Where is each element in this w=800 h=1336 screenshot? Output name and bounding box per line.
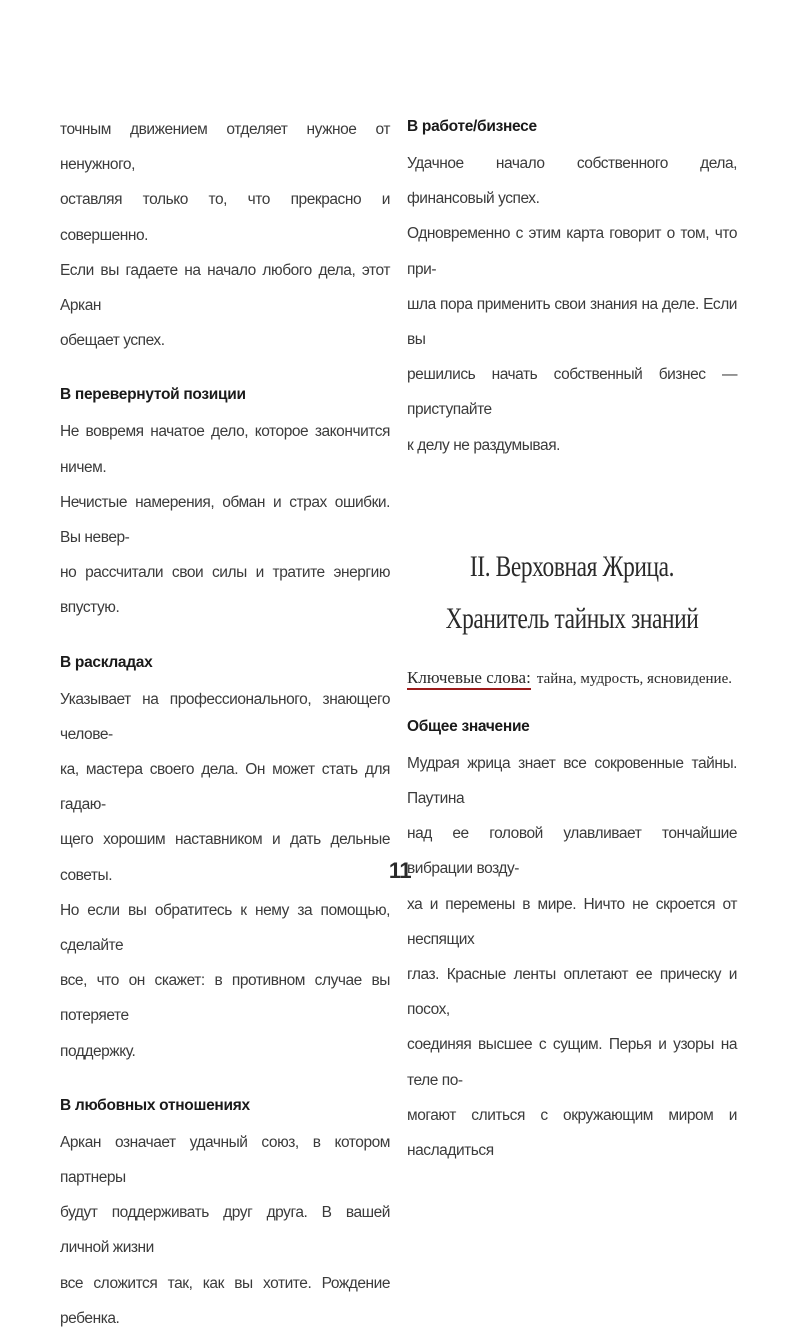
- business-paragraph: [407, 146, 737, 463]
- right-column: [407, 112, 737, 1168]
- text-line: оставляя только то, что прекрасно и совершенно.: [60, 191, 390, 244]
- section-heading-spreads: В раскладах: [60, 653, 153, 671]
- text-line: но рассчитали свои силы и тратите энергию впустую.: [60, 564, 390, 617]
- arcana-subtitle-line: Хранитель тайных знаний: [445, 601, 699, 635]
- text-line: над ее головой улавливает тончайшие вибрации возду-: [407, 825, 737, 878]
- intro-paragraph: [60, 112, 390, 358]
- text-line: Одновременно с этим карта говорит о том, что при-: [407, 225, 737, 278]
- keywords-values: тайна, мудрость, ясновидение.: [536, 670, 732, 687]
- text-line: обещает успех.: [60, 332, 165, 350]
- love-paragraph: [60, 1125, 390, 1336]
- left-column: [60, 112, 390, 1336]
- arcana-title: [407, 541, 737, 645]
- text-line: глаз. Красные ленты оплетают ее прическу и посох,: [407, 966, 737, 1019]
- text-line: щего хорошим наставником и дать дельные советы.: [60, 831, 390, 884]
- text-line: могают слиться с окружающим миром и насладиться: [407, 1106, 737, 1160]
- section-heading-love: В любовных отношениях: [60, 1096, 250, 1114]
- text-line: Удачное начало собственного дела, финансовый успех.: [407, 155, 737, 208]
- section-heading-reversed: В перевернутой позиции: [60, 386, 246, 404]
- text-line: соединяя высшее с сущим. Перья и узоры на теле по-: [407, 1036, 737, 1089]
- text-line: Нечистые намерения, обман и страх ошибки. Вы невер-: [60, 493, 390, 547]
- keywords-line: [407, 663, 737, 694]
- keywords-label: Ключевые слова:: [407, 668, 531, 690]
- text-line: Если вы гадаете на начало любого дела, этот Аркан: [60, 261, 390, 315]
- arcana-title-line: II. Верховная Жрица.: [469, 549, 675, 583]
- text-line: все, что он скажет: в противном случае вы потеряете: [60, 972, 390, 1025]
- text-line: Но если вы обратитесь к нему за помощью, сделайте: [60, 901, 390, 955]
- text-line: шла пора применить свои знания на деле. Если вы: [407, 295, 737, 349]
- section-heading-business: В работе/бизнесе: [407, 118, 537, 135]
- text-line: поддержку.: [60, 1042, 136, 1060]
- text-line: Аркан означает удачный союз, в котором партнеры: [60, 1133, 390, 1187]
- text-line: ка, мастера своего дела. Он может стать для гадаю-: [60, 761, 390, 814]
- text-line: все сложится так, как вы хотите. Рождение ребенка.: [60, 1274, 390, 1327]
- text-line: Не вовремя начатое дело, которое закончится ничем.: [60, 423, 390, 476]
- text-line: ха и перемены в мире. Ничто не скроется от неспящих: [407, 895, 737, 948]
- general-paragraph: [407, 746, 737, 1168]
- text-line: Указывает на профессионального, знающего челове-: [60, 690, 390, 743]
- text-line: к делу не раздумывая.: [407, 436, 561, 454]
- reversed-paragraph: [60, 414, 390, 625]
- text-line: решились начать собственный бизнес — приступайте: [407, 366, 737, 419]
- section-heading-general: Общее значение: [407, 717, 530, 735]
- text-line: будут поддерживать друг друга. В вашей личной жизни: [60, 1204, 390, 1257]
- page-number: 11: [388, 858, 412, 883]
- text-line: точным движением отделяет нужное от ненужного,: [60, 121, 390, 174]
- text-line: Мудрая жрица знает все сокровенные тайны. Паутина: [407, 754, 737, 808]
